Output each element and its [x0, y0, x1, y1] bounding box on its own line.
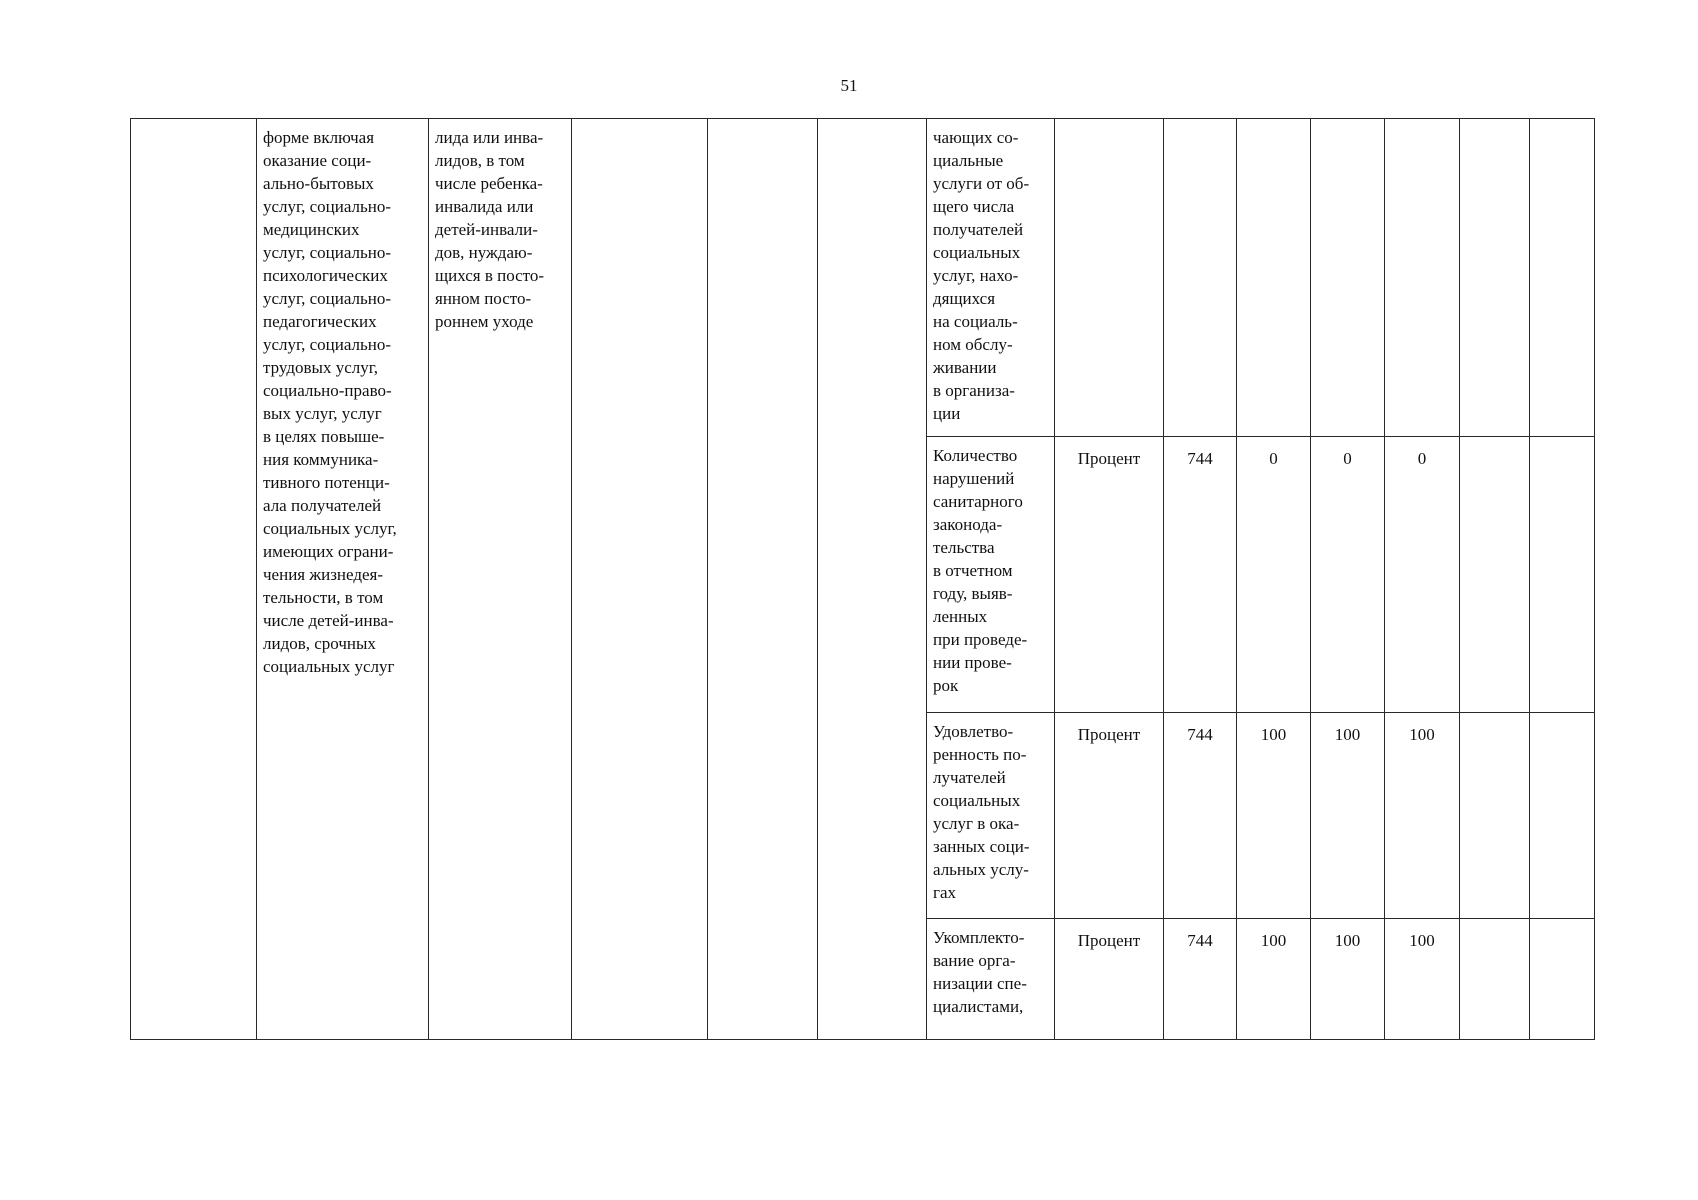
- indicator-value-3: 0: [1385, 437, 1460, 713]
- indicator-unit: Процент: [1055, 713, 1164, 919]
- empty-cell: [1460, 713, 1530, 919]
- registry-number-cell: [131, 119, 257, 1040]
- empty-cell: [572, 119, 708, 1040]
- indicator-unit: [1055, 119, 1164, 437]
- indicator-value-3: 100: [1385, 713, 1460, 919]
- page-number: 51: [840, 76, 858, 95]
- indicator-value-1: 100: [1237, 919, 1311, 1040]
- indicator-value-1: [1237, 119, 1311, 437]
- indicator-name: Количество нарушений санитарного законода- тельства в отчетном году, выяв- ленных при проведе- нии прове- рок: [927, 437, 1055, 713]
- empty-cell: [1460, 119, 1530, 437]
- indicator-value-2: 100: [1311, 713, 1385, 919]
- indicator-value-1: 0: [1237, 437, 1311, 713]
- empty-cell: [1530, 437, 1595, 713]
- indicator-value-2: [1311, 119, 1385, 437]
- empty-cell: [1530, 713, 1595, 919]
- empty-cell: [818, 119, 927, 1040]
- empty-cell: [1460, 919, 1530, 1040]
- empty-cell: [708, 119, 818, 1040]
- table-row: [131, 119, 1595, 437]
- indicator-okei: 744: [1164, 919, 1237, 1040]
- indicator-okei: 744: [1164, 437, 1237, 713]
- empty-cell: [1460, 437, 1530, 713]
- indicator-value-1: 100: [1237, 713, 1311, 919]
- indicator-okei: [1164, 119, 1237, 437]
- indicator-name: Укомплекто- вание орга- низации спе- циалистами,: [927, 919, 1055, 1040]
- indicator-value-2: 0: [1311, 437, 1385, 713]
- indicators-table: [130, 118, 1595, 1040]
- indicator-value-3: [1385, 119, 1460, 437]
- indicator-value-2: 100: [1311, 919, 1385, 1040]
- service-content-cell: форме включая оказание соци- ально-бытовых услуг, социально- медицинских услуг, социально- психологических услуг, социально- педагогических услуг, социально- трудовых услуг, социально-право- вых услуг, услуг в целях повыше- ния коммуника- тивного потенци- ала получателей социальных услуг, имеющих ограни- чения жизнедея- тельности, в том числе детей-инва- лидов, срочных социальных услуг: [257, 119, 429, 1040]
- indicator-unit: Процент: [1055, 919, 1164, 1040]
- indicator-value-3: 100: [1385, 919, 1460, 1040]
- indicator-name: Удовлетво- ренность по- лучателей социальных услуг в ока- занных соци- альных услу- гах: [927, 713, 1055, 919]
- empty-cell: [1530, 119, 1595, 437]
- indicator-okei: 744: [1164, 713, 1237, 919]
- empty-cell: [1530, 919, 1595, 1040]
- indicator-unit: Процент: [1055, 437, 1164, 713]
- indicator-name: чающих со- циальные услуги от об- щего числа получателей социальных услуг, нахо- дящихся на социаль- ном обслу- живании в организа- ции: [927, 119, 1055, 437]
- recipient-category-cell: лида или инва- лидов, в том числе ребенка- инвалида или детей-инвали- дов, нуждаю- щихся в посто- янном посто- роннем уходе: [429, 119, 572, 1040]
